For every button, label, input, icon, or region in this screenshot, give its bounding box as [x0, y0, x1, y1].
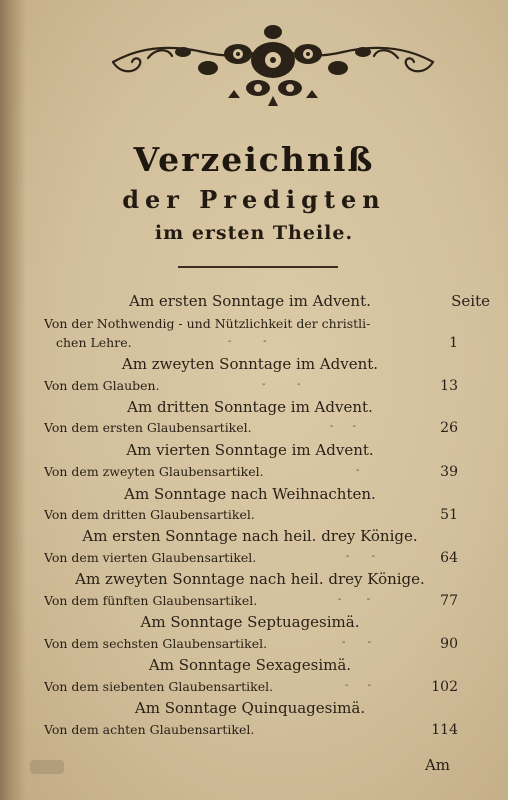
- sermon-title: Von dem ersten Glaubensartikel.: [44, 420, 252, 435]
- page-number: 64: [440, 550, 458, 566]
- sunday-heading: Am dritten Sonntage im Advent.: [127, 398, 373, 416]
- sermon-title: Von dem Glauben.: [44, 378, 160, 393]
- leader-dots: - -: [330, 421, 356, 432]
- ink-smudge: [30, 760, 64, 774]
- sunday-heading: Am vierten Sonntage im Advent.: [126, 441, 374, 459]
- page-number: 13: [440, 378, 458, 394]
- page-number: 1: [449, 335, 458, 351]
- page-subtitle-part: im ersten Theile.: [154, 222, 354, 244]
- page-number: 39: [440, 464, 458, 480]
- book-spine-shadow: [0, 0, 26, 800]
- page-number: 102: [431, 679, 458, 695]
- catchword: Am: [424, 756, 450, 774]
- sermon-title-continued: chen Lehre.: [56, 335, 132, 350]
- sunday-heading: Am ersten Sonntage nach heil. drey Könige.: [82, 527, 418, 545]
- page-number: 114: [431, 722, 458, 738]
- sermon-title: Von dem vierten Glaubensartikel.: [44, 550, 257, 565]
- sunday-heading: Am ersten Sonntage im Advent.: [129, 292, 371, 310]
- sunday-heading: Am Sonntage Septuagesimä.: [140, 613, 360, 631]
- page-number: 90: [440, 636, 458, 652]
- sunday-heading: Am Sonntage Quinquagesimä.: [134, 699, 366, 717]
- page-column-header: Seite: [451, 292, 490, 310]
- title-rule: [178, 266, 338, 268]
- sunday-heading: Am zweyten Sonntage nach heil. drey Könige.: [75, 570, 425, 588]
- sermon-title: Von dem dritten Glaubensartikel.: [44, 507, 255, 522]
- page-subtitle: der Predigten: [122, 185, 386, 214]
- sunday-heading: Am Sonntage nach Weihnachten.: [124, 485, 376, 503]
- floral-vignette-ornament: [108, 18, 438, 110]
- sunday-heading: Am Sonntage Sexagesimä.: [148, 656, 352, 674]
- sermon-title: Von dem sechsten Glaubensartikel.: [44, 636, 268, 651]
- sermon-title: Von dem zweyten Glaubensartikel.: [44, 464, 264, 479]
- page-number: 77: [440, 593, 458, 609]
- leader-dots: - -: [262, 379, 301, 390]
- sermon-title: Von dem siebenten Glaubensartikel.: [44, 679, 274, 694]
- sunday-heading: Am zweyten Sonntage im Advent.: [121, 355, 379, 373]
- leader-dots: - -: [228, 336, 267, 347]
- page-title: Verzeichniß: [133, 140, 375, 179]
- sermon-title: Von der Nothwendig - und Nützlichkeit der christli-: [44, 316, 371, 331]
- leader-dots: -: [356, 465, 360, 476]
- sermon-title: Von dem fünften Glaubensartikel.: [44, 593, 258, 608]
- leader-dots: - -: [338, 594, 371, 605]
- page-number: 26: [440, 420, 458, 436]
- page-number: 51: [440, 507, 458, 523]
- leader-dots: - -: [345, 680, 371, 691]
- leader-dots: - -: [346, 551, 376, 562]
- sermon-title: Von dem achten Glaubensartikel.: [44, 722, 255, 737]
- leader-dots: - -: [342, 637, 372, 648]
